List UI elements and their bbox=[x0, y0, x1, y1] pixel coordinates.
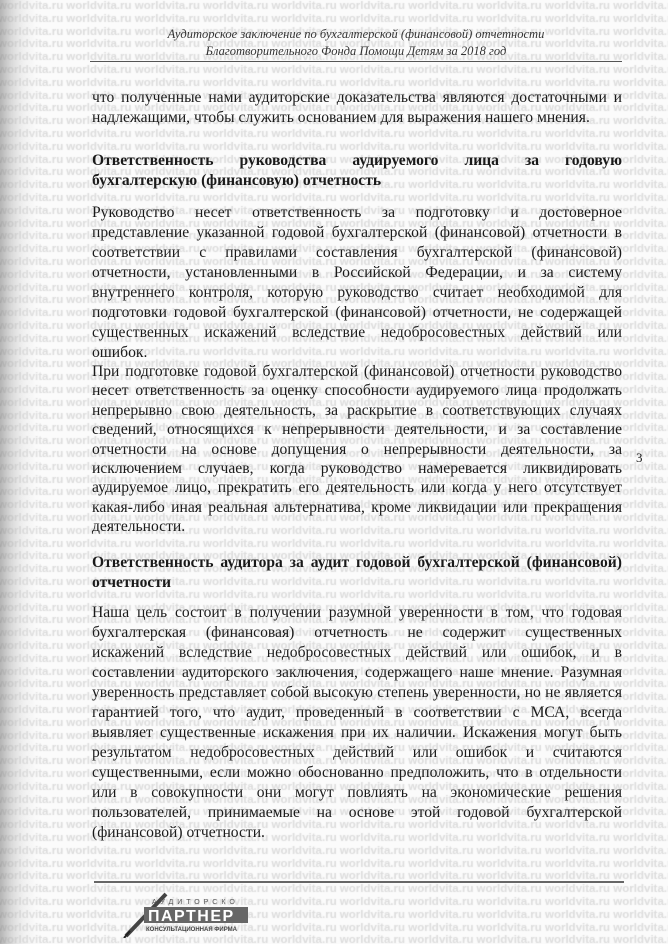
text-line: аудируемое лицо, прекратить его деятельность или когда у него отсутствует bbox=[92, 479, 622, 497]
text-line: гарантией того, что аудит, проведенный в соответствии с МСА, всегда bbox=[92, 704, 622, 721]
text-line: какая-либо иная реальная альтернатива, кроме ликвидации или прекращения bbox=[92, 498, 622, 516]
text-line: бухгалтерскую (финансовую) отчетность bbox=[92, 172, 382, 189]
text-line: бухгалтерская (финансовая) отчетность не содержит существенных bbox=[92, 624, 622, 641]
text-line: что полученные нами аудиторские доказательства являются достаточными и bbox=[92, 89, 622, 106]
text-line: соответствии с правилами составления бухгалтерской (финансовой) bbox=[92, 244, 622, 261]
text-line: ошибок. bbox=[92, 344, 148, 361]
page-number: 3 bbox=[636, 450, 643, 465]
logo-top-text: АУДИТОРСКО bbox=[152, 899, 239, 906]
text-line: представление указанной годовой бухгалтерской (финансовой) отчетности в bbox=[92, 224, 622, 241]
paragraph-management-2 bbox=[92, 362, 622, 537]
paragraph-continued bbox=[92, 88, 622, 128]
pen-icon bbox=[118, 890, 258, 938]
text-line: искажений вследствие недобросовестных действий или ошибок, и в bbox=[92, 644, 622, 661]
text-line: (финансовой) отчетности. bbox=[92, 824, 265, 841]
text-line: Руководство несет ответственность за подготовку и достоверное bbox=[92, 204, 622, 221]
running-header bbox=[90, 26, 622, 60]
text-line: отчетности, установленными в Российской Федерации, и за систему bbox=[92, 264, 622, 281]
text-line: деятельности. bbox=[92, 518, 186, 536]
text-line: сведений, относящихся к непрерывности деятельности, и за составление bbox=[92, 421, 622, 439]
text-line: отчетности bbox=[92, 574, 171, 591]
text-line: Ответственность руководства аудируемого лица за годовую bbox=[92, 152, 622, 169]
text-line: выявляет существенные искажения при их наличии. Искажения могут быть bbox=[92, 724, 622, 741]
heading-management-responsibility bbox=[92, 151, 622, 191]
footer-rule bbox=[94, 881, 624, 883]
text-line: несет ответственность за оценку способности аудируемого лица продолжать bbox=[92, 382, 622, 400]
partner-logo bbox=[118, 890, 258, 938]
text-line: уверенность представляет собой высокую степень уверенности, но не является bbox=[92, 684, 622, 701]
text-line: подготовки годовой бухгалтерской (финансовой) отчетности, не содержащей bbox=[92, 304, 622, 321]
header-line-1: Аудиторское заключение по бухгалтерской (финансовой) отчетности bbox=[167, 27, 545, 41]
text-line: Наша цель состоит в получении разумной уверенности в том, что годовая bbox=[92, 604, 622, 621]
text-line: существенных искажений вследствие недобросовестных действий или bbox=[92, 324, 622, 341]
text-line: При подготовке годовой бухгалтерской (финансовой) отчетности руководство bbox=[92, 363, 622, 380]
header-rule bbox=[90, 61, 622, 62]
paragraph-management-1 bbox=[92, 203, 622, 363]
text-line: непрерывно свою деятельность, за раскрытие в соответствующих случаях bbox=[92, 401, 622, 419]
header-line-2: Благотворительного Фонда Помощи Детям за 2018 год bbox=[205, 44, 507, 58]
text-line: составлении аудиторского заключения, содержащего наше мнение. Разумная bbox=[92, 664, 622, 681]
heading-auditor-responsibility bbox=[92, 553, 622, 593]
text-line: или в совокупности они могут повлиять на экономические решения bbox=[92, 784, 622, 801]
text-line: Ответственность аудитора за аудит годовой бухгалтерской (финансовой) bbox=[92, 554, 622, 571]
text-line: пользователей, принимаемые на основе этой годовой бухгалтерской bbox=[92, 804, 622, 821]
text-line: существенными, если можно обоснованно предположить, что в отдельности bbox=[92, 764, 622, 781]
text-line: надлежащими, чтобы служить основанием для выражения нашего мнения. bbox=[92, 109, 590, 126]
text-line: внутреннего контроля, которую руководство считает необходимой для bbox=[92, 284, 622, 301]
logo-main-text: ПАРТНЕР bbox=[148, 908, 235, 925]
text-line: результатом недобросовестных действий или ошибок и считаются bbox=[92, 744, 622, 761]
text-line: исключением случаев, когда руководство намеревается ликвидировать bbox=[92, 460, 622, 478]
paragraph-auditor-1 bbox=[92, 603, 622, 843]
text-line: отчетности на основе допущения о непрерывности деятельности, за bbox=[92, 440, 622, 458]
logo-bottom-text: КОНСУЛЬТАЦИОННАЯ ФИРМА bbox=[146, 927, 237, 933]
